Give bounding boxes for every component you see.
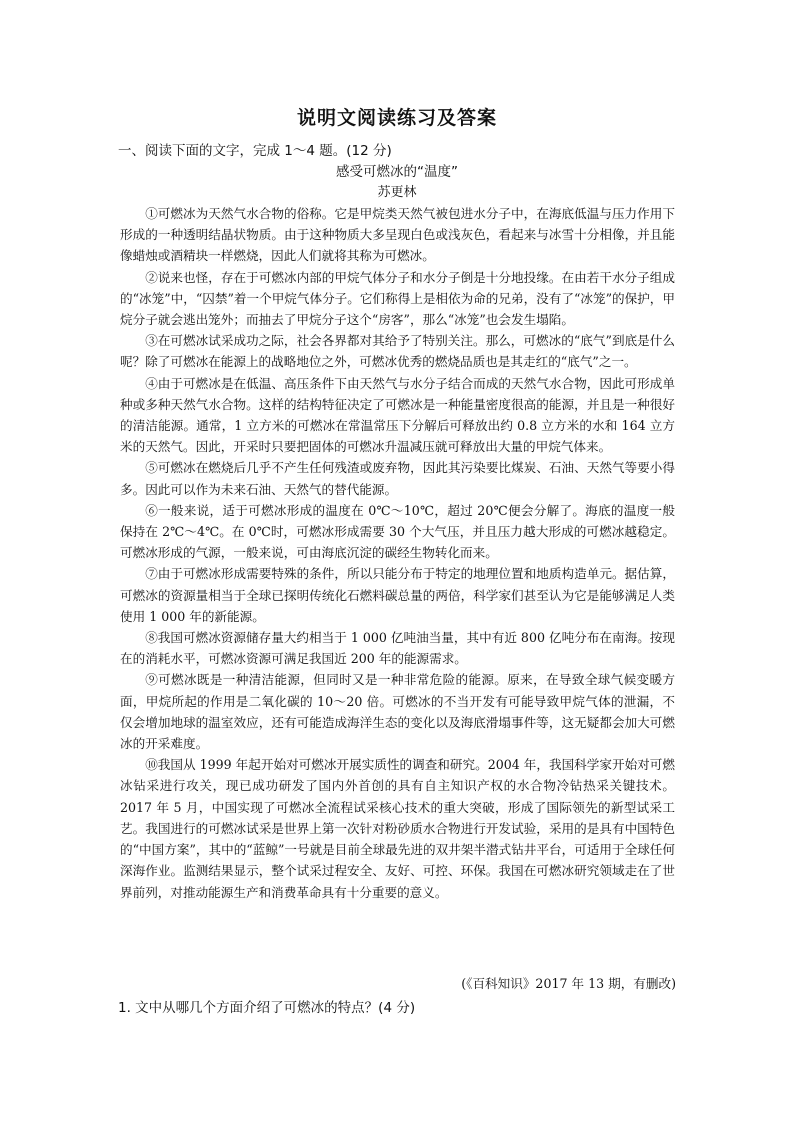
paragraph-10: ⑩我国从 1999 年起开始对可燃冰开展实质性的调查和研究。2004 年，我国科学家开始对可燃冰钻采进行攻关，现已成功研发了国内外首创的具有自主知识产权的水合物冷钻热采关键技术。2017 年 5 月，中国实现了可燃冰全流程试采核心技术的重大突破，形成了国际领先的新型试采工艺。我国进行的可燃冰试采是世界上第一次针对粉砂质水合物进行开发试验，采用的是具有中国特色的“中国方案”，其中的“蓝鲸”一号就是目前全球最先进的双井架半潜式钻井平台，可适用于全球任何深海作业。监测结果显示，整个试采过程安全、友好、可控、环保。我国在可燃冰研究领域走在了世界前列，对推动能源生产和消费革命具有十分重要的意义。: [120, 757, 675, 900]
paragraph-1: ①可燃冰为天然气水合物的俗称。它是甲烷类天然气被包进水分子中，在海底低温与压力作用下形成的一种透明结晶状物质。由于这种物质大多呈现白色或浅灰色，看起来与冰雪十分相像，并且能像蜡烛或酒精块一样燃烧，因此人们就将其称为可燃冰。: [120, 206, 675, 264]
paragraph-3: ③在可燃冰试采成功之际，社会各界都对其给予了特别关注。那么，可燃冰的“底气”到底是什么呢？除了可燃冰在能源上的战略地位之外，可燃冰优秀的燃烧品质也是其走红的“底气”之一。: [120, 333, 675, 370]
paragraph-5: ⑤可燃冰在燃烧后几乎不产生任何残渣或废弃物，因此其污染要比煤炭、石油、天然气等要小得多。因此可以作为未来石油、天然气的替代能源。: [120, 460, 675, 497]
paragraph-6: ⑥一般来说，适于可燃冰形成的温度在 0℃～10℃，超过 20℃便会分解了。海底的温度一般保持在 2℃～4℃。在 0℃时，可燃冰形成需要 30 个大气压，并且压力越大形成的可燃冰越稳定。可燃冰形成的气源，一般来说，可由海底沉淀的碳经生物转化而来。: [120, 502, 675, 561]
article-author: 苏更林: [377, 185, 417, 200]
article-source: (《百科知识》2017 年 13 期，有删改): [461, 976, 676, 991]
paragraph-8: ⑧我国可燃冰资源储存量大约相当于 1 000 亿吨油当量，其中有近 800 亿吨分布在南海。按现在的消耗水平，可燃冰资源可满足我国近 200 年的能源需求。: [120, 630, 675, 667]
page-title: 说明文阅读练习及答案: [296, 107, 497, 129]
article-body: [120, 203, 675, 903]
paragraph-9: ⑨可燃冰既是一种清洁能源，但同时又是一种非常危险的能源。原来，在导致全球气候变暖方面，甲烷所起的作用是二氧化碳的 10～20 倍。可燃冰的不当开发有可能导致甲烷气体的泄漏，不仅会增加地球的温室效应，还有可能造成海洋生态的变化以及海底滑塌事件等，这无疑都会加大可燃冰的开采难度。: [120, 672, 675, 752]
paragraph-4: ④由于可燃冰是在低温、高压条件下由天然气与水分子结合而成的天然气水合物，因此可形成单种或多种天然气水合物。这样的结构特征决定了可燃冰是一种能量密度很高的能源，并且是一种很好的清洁能源。通常，1 立方米的可燃冰在常温常压下分解后可释放出约 0.8 立方米的水和 164 立方米的天然气。因此，开采时只要把固体的可燃冰升温减压就可释放出大量的甲烷气体来。: [120, 375, 675, 455]
section-heading: 一、阅读下面的文字，完成 1～4 题。(12 分): [118, 143, 392, 159]
paragraph-7: ⑦由于可燃冰形成需要特殊的条件，所以只能分布于特定的地理位置和地质构造单元。据估算，可燃冰的资源量相当于全球已探明传统化石燃料碳总量的两倍，科学家们甚至认为它是能够满足人类使用 1 000 年的新能源。: [120, 566, 675, 624]
question-1: 1. 文中从哪几个方面介绍了可燃冰的特点？(4 分): [118, 1000, 416, 1016]
paragraph-2: ②说来也怪，存在于可燃冰内部的甲烷气体分子和水分子倒是十分地投缘。在由若干水分子组成的“冰笼”中，“囚禁”着一个甲烷气体分子。它们称得上是相依为命的兄弟，没有了“冰笼”的保护，甲烷分子就会逃出笼外；而抽去了甲烷分子这个“房客”，那么“冰笼”也会发生塌陷。: [120, 269, 675, 328]
article-title: 感受可燃冰的“温度”: [336, 164, 458, 180]
